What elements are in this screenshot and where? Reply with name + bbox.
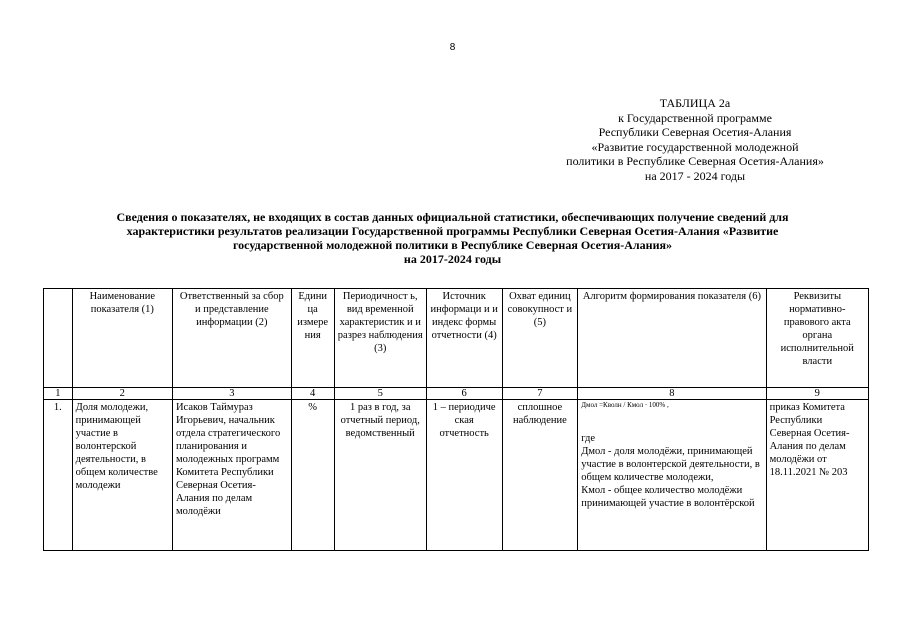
- row-number: 1.: [44, 400, 73, 551]
- unit-of-measure: %: [291, 400, 334, 551]
- header-cell-name: Наименование показателя (1): [72, 289, 172, 388]
- header-cell-num: [44, 289, 73, 388]
- header-cell-document: Реквизиты нормативно-правового акта органа исполнительной власти: [766, 289, 868, 388]
- responsible-person: Исаков Таймураз Игорьевич, начальник отдела стратегического планирования и молодежных программ Комитета Республики Северная Осетия-Алания по делам молодёжи: [172, 400, 291, 551]
- heading-line: Сведения о показателях, не входящих в состав данных официальной статистики, обеспечивающих получение сведений для: [116, 210, 789, 224]
- appendix-line: ТАБЛИЦА 2а: [659, 96, 731, 110]
- coverage: сплошное наблюдение: [502, 400, 578, 551]
- header-cell-coverage: Охват единиц совокупност и (5): [502, 289, 578, 388]
- document-heading: [40, 210, 865, 266]
- formula: Дмол =Кволн / Кмол · 100% ,: [581, 401, 669, 409]
- column-number-row: [44, 388, 869, 400]
- page-number: 8: [449, 42, 456, 53]
- appendix-line: политики в Республике Северная Осетия-Алания»: [566, 154, 824, 168]
- information-source: 1 – периодиче ская отчетность: [426, 400, 502, 551]
- periodicity: 1 раз в год, за отчетный период, ведомственный: [334, 400, 426, 551]
- column-number: 6: [426, 388, 502, 400]
- header-cell-algorithm: Алгоритм формирования показателя (6): [578, 289, 766, 388]
- column-number: 7: [502, 388, 578, 400]
- column-number: 8: [578, 388, 766, 400]
- column-number: 1: [44, 388, 73, 400]
- indicator-name: Доля молодежи, принимающей участие в волонтерской деятельности, в общем количестве молодежи: [72, 400, 172, 551]
- heading-line: характеристики результатов реализации Государственной программы Республики Северная Осетия-Алания «Развитие: [126, 224, 779, 238]
- formula-definition: Дмол - доля молодёжи, принимающей участие в волонтерской деятельности, в общем количестве молодежи,: [581, 446, 760, 483]
- algorithm-cell: [578, 400, 766, 551]
- header-cell-responsible: Ответственный за сбор и представление информации (2): [172, 289, 291, 388]
- column-number: 2: [72, 388, 172, 400]
- column-number: 3: [172, 388, 291, 400]
- column-number: 4: [291, 388, 334, 400]
- heading-line: на 2017-2024 годы: [403, 252, 502, 266]
- indicators-table: [43, 288, 869, 551]
- formula-definition: Кмол - общее количество молодёжи принимающей участие в волонтёрской: [581, 485, 755, 509]
- column-number: 9: [766, 388, 868, 400]
- appendix-line: Республики Северная Осетия-Алания: [598, 125, 792, 139]
- heading-line: государственной молодежной политики в Республике Северная Осетия-Алания»: [233, 238, 672, 252]
- table-row: [44, 400, 869, 551]
- appendix-line: к Государственной программе: [618, 110, 772, 125]
- legal-act-reference: приказ Комитета Республики Северная Осетия-Алания по делам молодёжи от 18.11.2021 № 203: [766, 400, 868, 551]
- formula-where: где: [581, 433, 596, 444]
- header-cell-source: Источник информаци и и индекс формы отчетности (4): [426, 289, 502, 388]
- header-cell-periodicity: Периодичност ь, вид временной характеристик и и разрез наблюдения (3): [334, 289, 426, 388]
- header-cell-unit: Едини ца измере ния: [291, 289, 334, 388]
- appendix-line: «Развитие государственной молодежной: [591, 139, 799, 154]
- column-number: 5: [334, 388, 426, 400]
- appendix-line: на 2017 - 2024 годы: [644, 168, 746, 183]
- appendix-note: [520, 96, 870, 183]
- table-header-row: [44, 289, 869, 388]
